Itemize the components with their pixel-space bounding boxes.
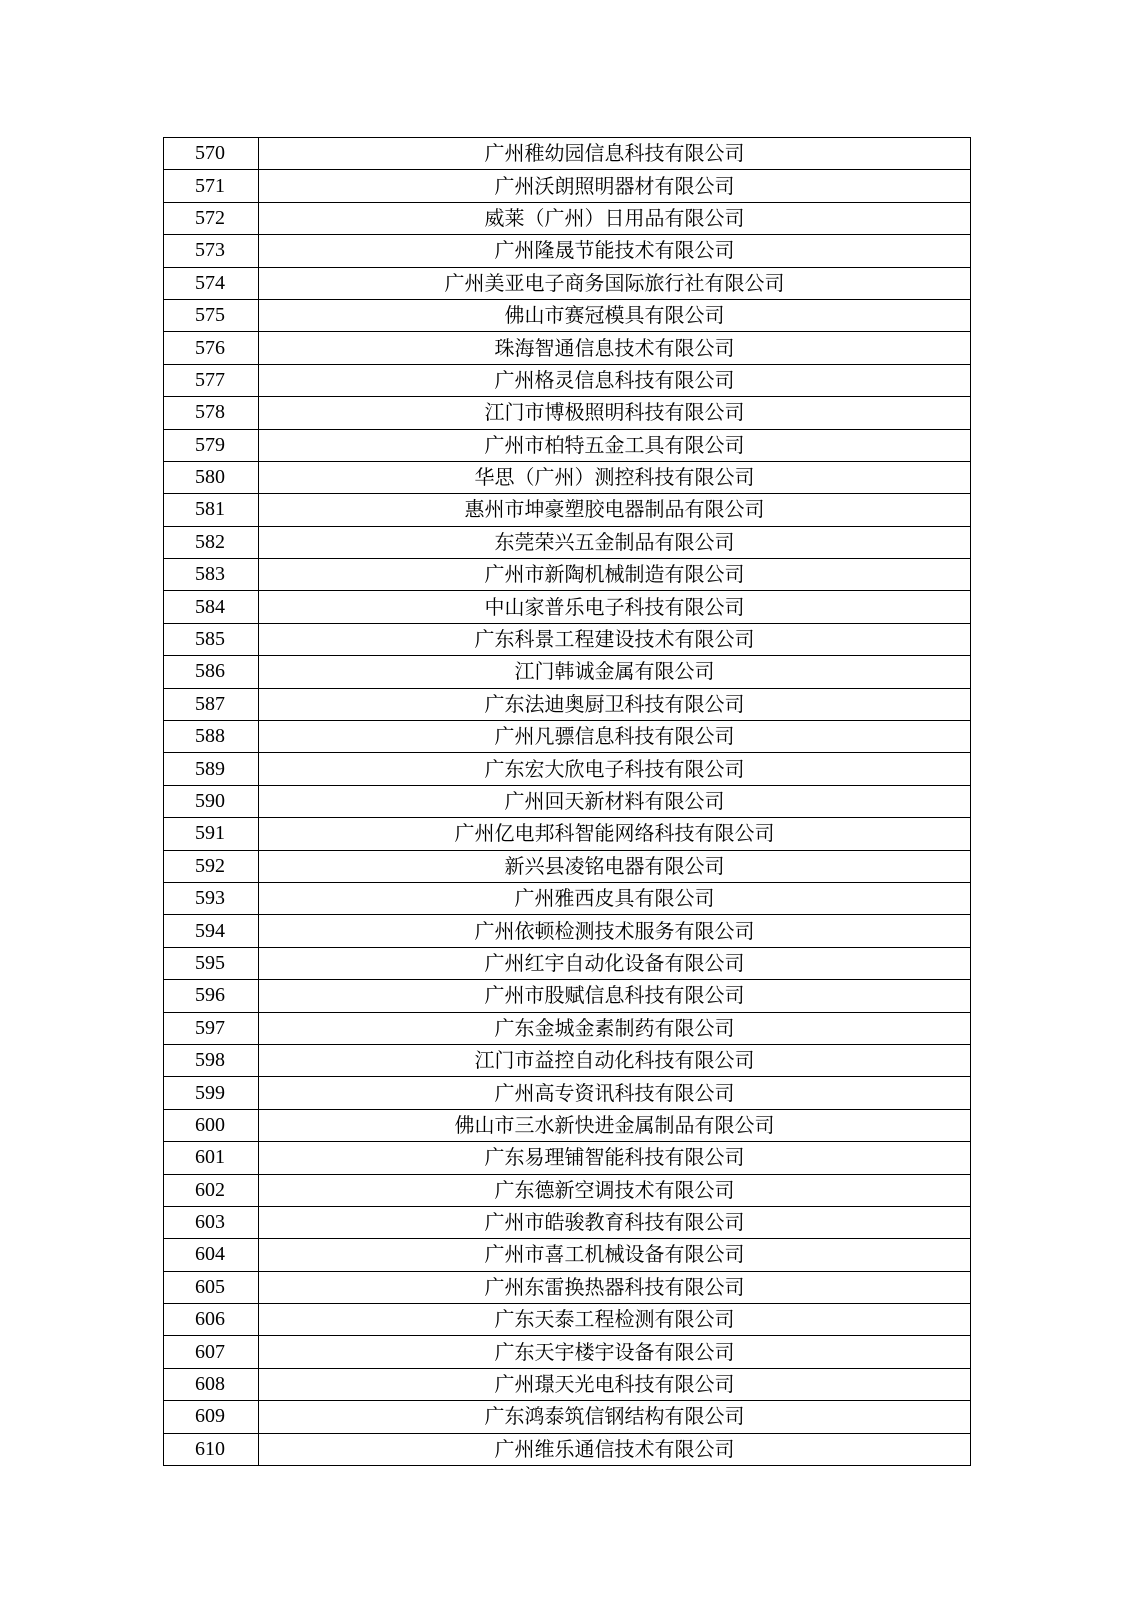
row-number: 577 [164, 364, 259, 396]
table-row [164, 1336, 971, 1368]
table-row [164, 429, 971, 461]
company-name: 广州雅西皮具有限公司 [259, 882, 971, 914]
row-number: 593 [164, 882, 259, 914]
company-name: 广州沃朗照明器材有限公司 [259, 170, 971, 202]
table-row [164, 818, 971, 850]
company-name: 广州市柏特五金工具有限公司 [259, 429, 971, 461]
company-name: 广州市股赋信息科技有限公司 [259, 980, 971, 1012]
table-row [164, 397, 971, 429]
table-row [164, 202, 971, 234]
row-number: 585 [164, 623, 259, 655]
company-name: 广州稚幼园信息科技有限公司 [259, 138, 971, 170]
table-row [164, 688, 971, 720]
row-number: 586 [164, 656, 259, 688]
company-name: 广州维乐通信技术有限公司 [259, 1433, 971, 1465]
table-row [164, 1012, 971, 1044]
company-name: 广州隆晟节能技术有限公司 [259, 235, 971, 267]
company-name: 广州高专资讯科技有限公司 [259, 1077, 971, 1109]
row-number: 591 [164, 818, 259, 850]
table-row [164, 591, 971, 623]
company-name: 广州市皓骏教育科技有限公司 [259, 1206, 971, 1238]
row-number: 600 [164, 1109, 259, 1141]
table-row [164, 1044, 971, 1076]
table-row [164, 623, 971, 655]
company-name: 广东法迪奥厨卫科技有限公司 [259, 688, 971, 720]
table-row [164, 785, 971, 817]
company-name: 广州凡骠信息科技有限公司 [259, 721, 971, 753]
company-name: 广州依顿检测技术服务有限公司 [259, 915, 971, 947]
table-row [164, 1304, 971, 1336]
table-row [164, 882, 971, 914]
table-row [164, 1077, 971, 1109]
company-name: 广东金城金素制药有限公司 [259, 1012, 971, 1044]
table-row [164, 1271, 971, 1303]
row-number: 587 [164, 688, 259, 720]
row-number: 602 [164, 1174, 259, 1206]
row-number: 581 [164, 494, 259, 526]
row-number: 603 [164, 1206, 259, 1238]
company-name: 华思（广州）测控科技有限公司 [259, 461, 971, 493]
table-row [164, 947, 971, 979]
table-row [164, 1109, 971, 1141]
table-row [164, 1433, 971, 1465]
table-row [164, 235, 971, 267]
table-row [164, 559, 971, 591]
row-number: 570 [164, 138, 259, 170]
table-row [164, 1239, 971, 1271]
table-row [164, 656, 971, 688]
row-number: 610 [164, 1433, 259, 1465]
company-name: 江门市博极照明科技有限公司 [259, 397, 971, 429]
company-name: 广州市新陶机械制造有限公司 [259, 559, 971, 591]
company-name: 佛山市三水新快进金属制品有限公司 [259, 1109, 971, 1141]
table-row [164, 170, 971, 202]
table-row [164, 1401, 971, 1433]
row-number: 584 [164, 591, 259, 623]
table-row [164, 138, 971, 170]
table-row [164, 526, 971, 558]
row-number: 608 [164, 1368, 259, 1400]
company-name: 广州红宇自动化设备有限公司 [259, 947, 971, 979]
company-name: 广东宏大欣电子科技有限公司 [259, 753, 971, 785]
row-number: 596 [164, 980, 259, 1012]
row-number: 598 [164, 1044, 259, 1076]
row-number: 605 [164, 1271, 259, 1303]
company-name: 新兴县凌铭电器有限公司 [259, 850, 971, 882]
company-name: 广东科景工程建设技术有限公司 [259, 623, 971, 655]
company-name: 广州市喜工机械设备有限公司 [259, 1239, 971, 1271]
company-name: 江门韩诚金属有限公司 [259, 656, 971, 688]
company-name: 佛山市赛冠模具有限公司 [259, 299, 971, 331]
table-row [164, 332, 971, 364]
row-number: 574 [164, 267, 259, 299]
company-name: 广州格灵信息科技有限公司 [259, 364, 971, 396]
row-number: 599 [164, 1077, 259, 1109]
row-number: 583 [164, 559, 259, 591]
row-number: 573 [164, 235, 259, 267]
row-number: 571 [164, 170, 259, 202]
table-row [164, 299, 971, 331]
company-name: 威莱（广州）日用品有限公司 [259, 202, 971, 234]
company-name: 珠海智通信息技术有限公司 [259, 332, 971, 364]
row-number: 576 [164, 332, 259, 364]
company-name: 广东德新空调技术有限公司 [259, 1174, 971, 1206]
table-row [164, 267, 971, 299]
row-number: 592 [164, 850, 259, 882]
row-number: 594 [164, 915, 259, 947]
company-name: 江门市益控自动化科技有限公司 [259, 1044, 971, 1076]
row-number: 590 [164, 785, 259, 817]
row-number: 575 [164, 299, 259, 331]
table-row [164, 915, 971, 947]
row-number: 597 [164, 1012, 259, 1044]
company-table [163, 137, 971, 1466]
company-name: 广东鸿泰筑信钢结构有限公司 [259, 1401, 971, 1433]
company-name: 东莞荣兴五金制品有限公司 [259, 526, 971, 558]
row-number: 595 [164, 947, 259, 979]
company-name: 广东天宇楼宇设备有限公司 [259, 1336, 971, 1368]
company-name: 广州璟天光电科技有限公司 [259, 1368, 971, 1400]
table-row [164, 1368, 971, 1400]
row-number: 588 [164, 721, 259, 753]
row-number: 582 [164, 526, 259, 558]
table-row [164, 850, 971, 882]
company-name: 广东天泰工程检测有限公司 [259, 1304, 971, 1336]
row-number: 607 [164, 1336, 259, 1368]
company-name: 广州东雷换热器科技有限公司 [259, 1271, 971, 1303]
table-row [164, 1206, 971, 1238]
row-number: 609 [164, 1401, 259, 1433]
row-number: 589 [164, 753, 259, 785]
row-number: 601 [164, 1142, 259, 1174]
company-name: 广东易理铺智能科技有限公司 [259, 1142, 971, 1174]
company-name: 惠州市坤豪塑胶电器制品有限公司 [259, 494, 971, 526]
table-row [164, 494, 971, 526]
table-row [164, 721, 971, 753]
row-number: 606 [164, 1304, 259, 1336]
table-row [164, 364, 971, 396]
company-name: 中山家普乐电子科技有限公司 [259, 591, 971, 623]
company-name: 广州亿电邦科智能网络科技有限公司 [259, 818, 971, 850]
row-number: 580 [164, 461, 259, 493]
table-row [164, 1174, 971, 1206]
company-name: 广州回天新材料有限公司 [259, 785, 971, 817]
table-row [164, 753, 971, 785]
row-number: 578 [164, 397, 259, 429]
row-number: 572 [164, 202, 259, 234]
company-table-body [164, 138, 971, 1466]
table-row [164, 461, 971, 493]
row-number: 604 [164, 1239, 259, 1271]
company-name: 广州美亚电子商务国际旅行社有限公司 [259, 267, 971, 299]
table-row [164, 980, 971, 1012]
table-row [164, 1142, 971, 1174]
row-number: 579 [164, 429, 259, 461]
